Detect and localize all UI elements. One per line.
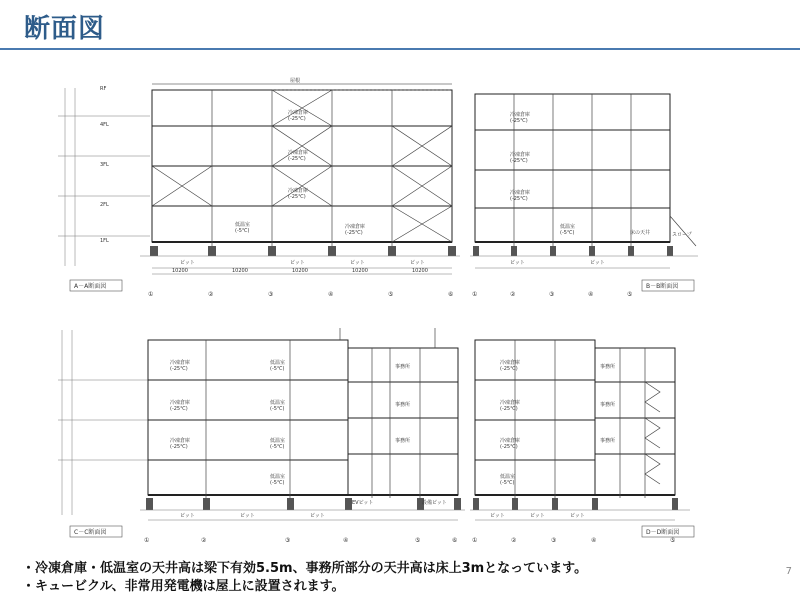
- pit-label: ピット: [490, 513, 505, 519]
- grid-axis-label: ③: [268, 291, 274, 298]
- span-dimension: 10200: [172, 268, 188, 274]
- section-caption: D－D断面図: [646, 529, 680, 536]
- pit-label: ピット: [530, 513, 545, 519]
- pit-label: ピット: [570, 513, 585, 519]
- room-label: 冷凍倉庫(-25℃): [500, 438, 521, 450]
- room-label: 冷凍倉庫(-25℃): [170, 360, 191, 372]
- grid-axis-label: ②: [208, 291, 214, 298]
- section-cc-drawing: [40, 320, 470, 545]
- span-dimension: 10200: [412, 268, 428, 274]
- room-label: 事務所: [395, 438, 411, 444]
- span-dimension: 10200: [352, 268, 368, 274]
- grid-axis-label: ⑤: [415, 537, 421, 544]
- room-label: 事務所: [600, 364, 616, 370]
- grid-axis-label: ②: [511, 537, 517, 544]
- grid-axis-label: ③: [551, 537, 557, 544]
- pit-label: ピット: [410, 260, 425, 266]
- room-label: 冷凍倉庫(-25℃): [500, 360, 521, 372]
- span-dimension: 10200: [292, 268, 308, 274]
- section-dd-drawing: [470, 320, 700, 545]
- section-aa-drawing: [40, 76, 470, 301]
- room-label: 低温室(-5℃): [235, 222, 251, 234]
- pit-label: ピット: [310, 513, 325, 519]
- room-label: 低温室(-5℃): [270, 474, 286, 486]
- grid-axis-label: ①: [144, 537, 150, 544]
- floor-label-4f: 4FL: [100, 122, 109, 128]
- grid-axis-label: ⑥: [452, 537, 458, 544]
- grid-axis-label: ①: [148, 291, 154, 298]
- room-label: 冷凍倉庫(-25℃): [500, 400, 521, 412]
- grid-axis-label: ④: [588, 291, 594, 298]
- pit-label: ピット: [350, 260, 365, 266]
- grid-axis-label: ②: [201, 537, 207, 544]
- room-label: 低温室(-5℃): [500, 474, 516, 486]
- page-title: 断面図: [24, 14, 106, 44]
- grid-axis-label: ⑤: [670, 537, 676, 544]
- room-label: 冷凍倉庫(-25℃): [288, 110, 309, 122]
- page-number: 7: [785, 566, 792, 577]
- note-ceiling-height: ・冷凍倉庫・低温室の天井高は梁下有効5.5m、事務所部分の天井高は床上3mとなっています。: [22, 561, 588, 576]
- room-label: 冷凍倉庫(-25℃): [288, 150, 309, 162]
- grid-axis-label: ③: [285, 537, 291, 544]
- span-dimension: 10200: [232, 268, 248, 274]
- room-label: 冷凍倉庫(-25℃): [288, 188, 309, 200]
- section-bb-drawing: [470, 76, 700, 301]
- equipment-pit-label: 設備ピット: [422, 500, 447, 506]
- room-label: 低温室(-5℃): [270, 438, 286, 450]
- room-label: 冷凍倉庫(-25℃): [170, 400, 191, 412]
- grid-axis-label: ①: [472, 537, 478, 544]
- room-label: 冷凍倉庫(-25℃): [170, 438, 191, 450]
- room-label: 低温室(-5℃): [270, 400, 286, 412]
- grid-axis-label: ②: [510, 291, 516, 298]
- grid-axis-label: ③: [549, 291, 555, 298]
- ev-pit-label: EVピット: [352, 500, 374, 506]
- floor-label-2f: 2FL: [100, 202, 109, 208]
- notes: [22, 560, 587, 596]
- grid-axis-label: ⑥: [448, 291, 454, 298]
- grid-axis-label: ④: [343, 537, 349, 544]
- room-label: 低温室(-5℃): [270, 360, 286, 372]
- room-label: 事務所: [600, 402, 616, 408]
- slope-label: スロープ: [672, 232, 692, 238]
- grid-axis-label: ⑤: [388, 291, 394, 298]
- title-divider: [0, 48, 800, 50]
- section-caption: C－C断面図: [74, 529, 107, 536]
- room-label: 冷凍倉庫(-25℃): [345, 224, 366, 236]
- note-equipment-location: ・キュービクル、非常用発電機は屋上に設置されます。: [22, 579, 345, 594]
- room-label: 冷凍倉庫(-25℃): [510, 112, 531, 124]
- grid-axis-label: ④: [591, 537, 597, 544]
- pit-label: ピット: [290, 260, 305, 266]
- room-label: 冷凍倉庫(-25℃): [510, 152, 531, 164]
- room-label: 事務所: [600, 438, 616, 444]
- section-caption: B－B断面図: [646, 283, 679, 290]
- grid-axis-label: ④: [328, 291, 334, 298]
- roof-label: 屋根: [290, 78, 301, 84]
- room-label: 冷凍倉庫(-25℃): [510, 190, 531, 202]
- grid-axis-label: ⑤: [627, 291, 633, 298]
- floor-label-3f: 3FL: [100, 162, 109, 168]
- grid-axis-label: ①: [472, 291, 478, 298]
- room-label: 低温室(-5℃): [560, 224, 576, 236]
- pit-label: ピット: [180, 513, 195, 519]
- room-label: 事務所: [395, 402, 411, 408]
- room-label: 事務所: [395, 364, 411, 370]
- pit-label: ピット: [240, 513, 255, 519]
- floor-label-1f: 1FL: [100, 238, 109, 244]
- floor-label-rf: RF: [100, 86, 107, 92]
- section-caption: A－A断面図: [74, 283, 107, 290]
- pit-label: ピット: [590, 260, 605, 266]
- room-label: 床の天井: [630, 230, 651, 236]
- pit-label: ピット: [180, 260, 195, 266]
- pit-label: ピット: [510, 260, 525, 266]
